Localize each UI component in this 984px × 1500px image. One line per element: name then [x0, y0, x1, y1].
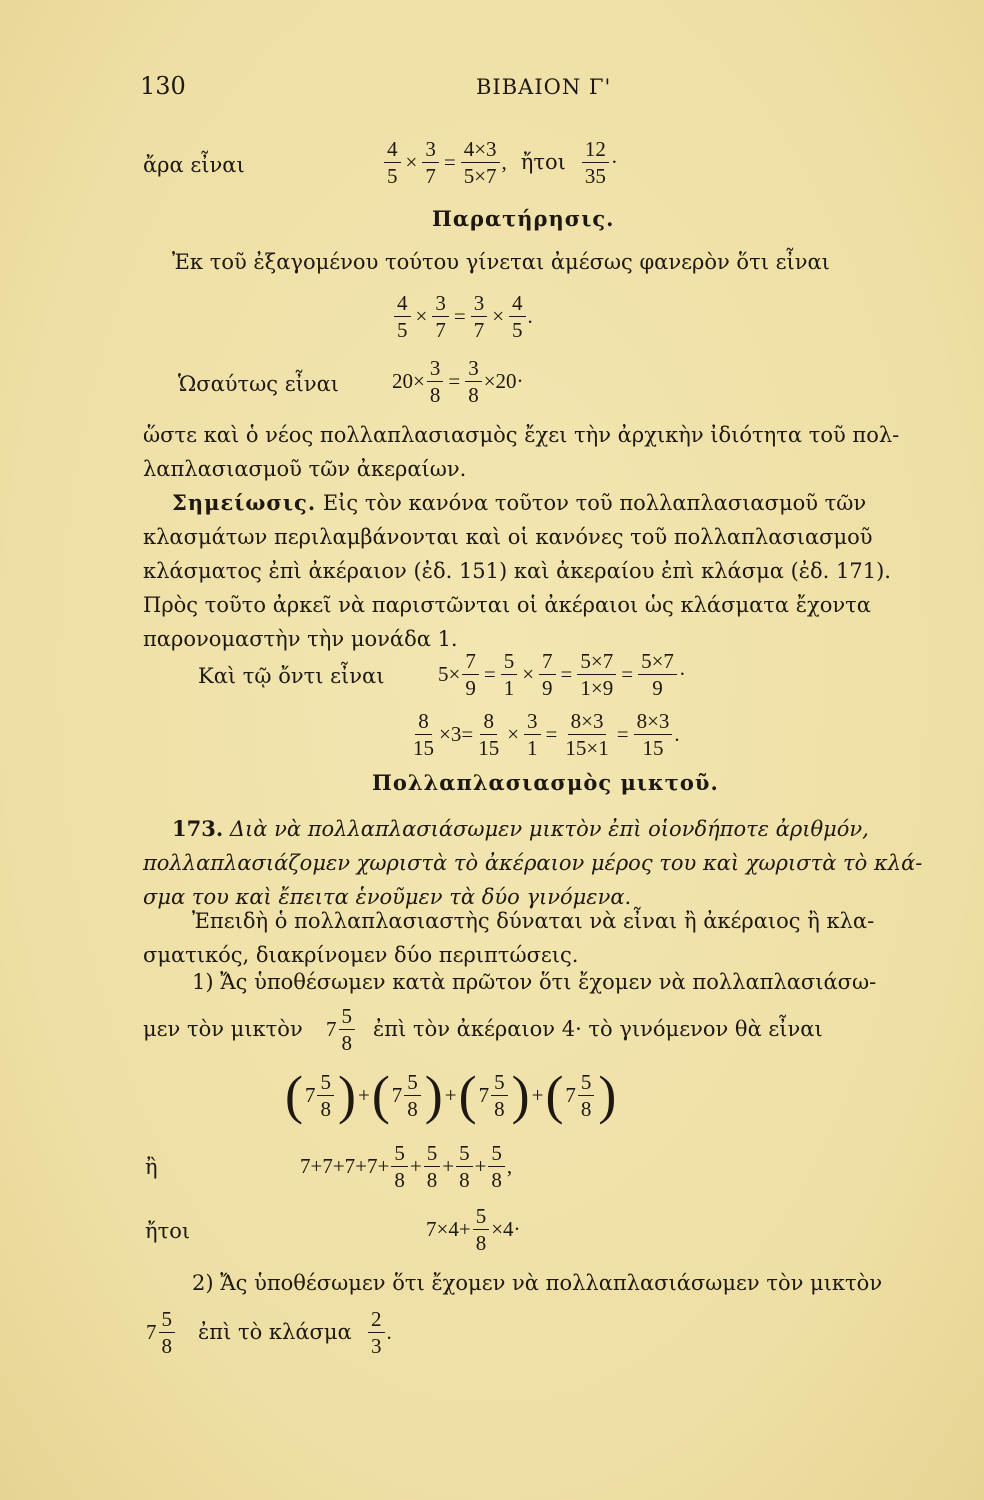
rule-line: σμα του καὶ ἔπειτα ἑνοῦμεν τὰ δύο γινόμενα.	[143, 885, 632, 909]
fraction-two-thirds: 2 3 .	[366, 1300, 392, 1364]
mixed-number: 7 5 8	[326, 997, 357, 1061]
paragraph-line: μεν τὸν μικτὸν	[143, 1017, 303, 1041]
equation-1: $\frac{4}{5}$ × $\frac{3}{7}$ = $\frac{4\times 3}{5\times 7}$ , ἤτοι 12 35 ·	[382, 130, 618, 194]
paragraph-line: Σημείωσις. Εἰς τὸν κανόνα τοῦτον τοῦ πολλαπλασιασμοῦ τῶν	[172, 490, 867, 515]
paragraph-line: παρονομαστὴν τὴν μονάδα 1.	[143, 627, 458, 651]
paragraph: Ἐκ τοῦ ἐξαγομένου τούτου γίνεται ἀμέσως φανερὸν ὅτι εἶναι	[172, 250, 830, 274]
fraction: $\frac{4}{5}$	[384, 138, 401, 187]
paragraph-line: κλασμάτων περιλαμβάνονται καὶ οἱ κανόνες τοῦ πολλαπλασιασμοῦ	[143, 525, 873, 549]
mixed-number: 7 5 8	[146, 1300, 177, 1364]
paragraph-line: 1) Ἄς ὑποθέσωμεν κατὰ πρῶτον ὅτι ἔχομεν νὰ πολλαπλασιάσω-	[192, 970, 877, 994]
rule-line: πολλαπλασιάζομεν χωριστὰ τὸ ἀκέραιον μέρος του καὶ χωριστὰ τὸ κλά-	[143, 851, 923, 875]
paragraph-line: ἐπὶ τὸ κλάσμα	[198, 1320, 352, 1344]
paragraph-line: ἐπὶ τὸν ἀκέραιον 4· τὸ γινόμενον θὰ εἶναι	[373, 1017, 823, 1041]
running-head: ΒΙΒΑΙΟΝ Γ'	[476, 75, 612, 99]
paragraph-line: κλάσματος ἐπὶ ἀκέραιον (ἐδ. 151) καὶ ἀκεραίου ἐπὶ κλάσμα (ἐδ. 171).	[143, 559, 891, 583]
rule-line: 173. Διὰ νὰ πολλαπλασιάσωμεν μικτὸν ἐπὶ οἱονδήποτε ἀριθμόν,	[172, 816, 869, 841]
paragraph-line: σματικός, διακρίνομεν δύο περιπτώσεις.	[143, 943, 579, 967]
paragraph-line: ὥστε καὶ ὁ νέος πολλαπλασιασμὸς ἔχει τὴν ἀρχικὴν ἰδιότητα τοῦ πολ-	[143, 423, 900, 447]
line1-label: ἄρα εἶναι	[143, 153, 245, 177]
or-label: ἢ	[145, 1155, 158, 1179]
paragraph-line: 2) Ἄς ὑποθέσωμεν ὅτι ἔχομεν νὰ πολλαπλασιάσωμεν τὸν μικτὸν	[192, 1271, 883, 1295]
itoi-label: ἤτοι	[145, 1219, 191, 1243]
equation-5: $\frac{8}{15}$ ×3= $\frac{8}{15}$ × $\frac{3}{1}$ = $\frac{8\times 3}{15\times 1}$ = $\frac{8\times 3}{15}$ .	[413, 708, 680, 760]
equation-2: $\frac{4}{5}$ × $\frac{3}{7}$ = $\frac{3}{7}$ × $\frac{4}{5}$ .	[392, 284, 533, 348]
note-label: Σημείωσις.	[172, 490, 317, 515]
equation-4: 5× $\frac{7}{9}$ = $\frac{5}{1}$ × $\frac{7}{9}$ = $\frac{5\times 7}{1\times 9}$ = $\frac{5\times 7}{9}$ ·	[438, 648, 686, 700]
line4-label: Καὶ τῷ ὄντι εἶναι	[198, 664, 385, 688]
fraction: $\frac{4\times 3}{5\times 7}$	[461, 138, 500, 187]
equation-3: 20× $\frac{3}{8}$ = $\frac{3}{8}$ ×20·	[392, 355, 524, 407]
paragraph-line: Ἐπειδὴ ὁ πολλαπλασιαστὴς δύναται νὰ εἶναι ἢ ἀκέραιος ἢ κλα-	[192, 909, 875, 933]
heading-remark: Παρατήρησις.	[432, 206, 615, 231]
product-result: 7×4+ $\frac{5}{8}$ ×4·	[426, 1203, 521, 1255]
paragraph-line: λαπλασιασμοῦ τῶν ἀκεραίων.	[143, 457, 467, 481]
sum-expanded: 7+7+7+7+ $\frac{5}{8}$ + $\frac{5}{8}$ + $\frac{5}{8}$ + $\frac{5}{8}$ ,	[300, 1140, 513, 1192]
fraction: $\frac{3}{7}$	[422, 138, 439, 187]
paragraph-line: Πρὸς τοῦτο ἀρκεῖ νὰ παριστῶνται οἱ ἀκέραιοι ὡς κλάσματα ἔχοντα	[143, 593, 871, 617]
section-number: 173.	[172, 816, 224, 841]
page-number: 130	[140, 72, 186, 100]
line3-label: Ὡσαύτως εἶναι	[178, 372, 340, 396]
heading-mixed: Πολλαπλασιασμὸς μικτοῦ.	[372, 770, 719, 795]
fraction: 12 35	[582, 138, 609, 187]
sum-parenthesized: ( 7 5 8 ) + ( 7 5 8 ) + ( 7 5 8 ) + ( 7 5 8 )	[285, 1065, 617, 1125]
